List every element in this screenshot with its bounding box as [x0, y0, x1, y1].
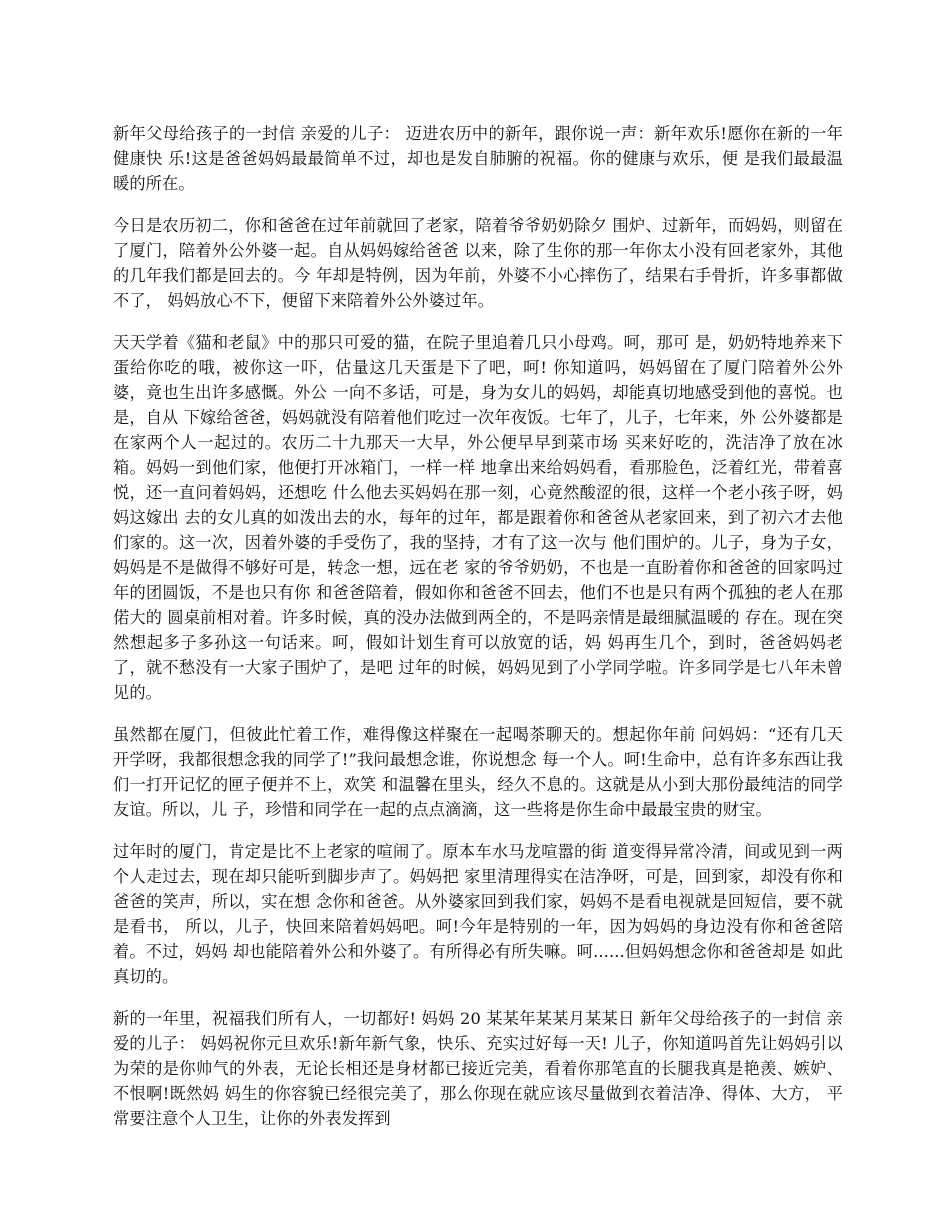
- paragraph-5: 过年时的厦门，肯定是比不上老家的喧闹了。原本车水马龙喧嚣的街 道变得异常冷清，间或见到一两个人走过去，现在却只能听到脚步声了。妈妈把 家里清理得实在洁净呀，可是，回到家，却没有你和爸爸的笑声，所以，实在想 念你和爸爸。从外婆家回到我们家，妈妈不是看电视就是回短信，要不就是看书， 所以，儿子，快回来陪着妈妈吧。呵!今年是特别的一年，因为妈妈的身边没有你和爸爸陪着。不过，妈妈 却也能陪着外公和外婆了。有所得必有所失嘛。呵......但妈妈想念你和爸爸却是 如此真切的。: [113, 842, 843, 986]
- paragraph-2: 今日是农历初二，你和爸爸在过年前就回了老家，陪着爷爷奶奶除夕 围炉、过新年，而妈妈，则留在了厦门，陪着外公外婆一起。自从妈妈嫁给爸爸 以来，除了生你的那一年你太小没有回老家外，其他的几年我们都是回去的。今 年却是特例，因为年前，外婆不小心摔伤了，结果右手骨折，许多事都做不了， 妈妈放心不下，便留下来陪着外公外婆过年。: [113, 216, 843, 310]
- letter-document: [113, 121, 843, 1148]
- paragraph-6: 新的一年里，祝福我们所有人，一切都好! 妈妈 20 某某年某某月某某日 新年父母给孩子的一封信 亲爱的儿子： 妈妈祝你元旦欢乐!新年新气象，快乐、充实过好每一天! 儿子，你知道吗首先让妈妈引以为荣的是你帅气的外表，无论长相还是身材都已接近完美，看着你那笔直的长腿我真是艳羡、嫉妒、不恨啊!既然妈 妈生的你容貌已经很完美了，那么你现在就应该尽量做到衣着洁净、得体、大方， 平常要注意个人卫生，让你的外表发挥到: [113, 1009, 843, 1128]
- paragraph-4: 虽然都在厦门，但彼此忙着工作，难得像这样聚在一起喝茶聊天的。想起你年前 问妈妈：“还有几天开学呀，我都很想念我的同学了!”我问最想念谁，你说想念 每一个人。呵!生命中，总有许多东西让我们一打开记忆的匣子便并不上，欢笑 和温馨在里头，经久不息的。这就是从小到大那份最纯洁的同学友谊。所以，儿 子，珍惜和同学在一起的点点滴滴，这一些将是你生命中最最宝贵的财宝。: [113, 725, 843, 819]
- paragraph-3: 天天学着《猫和老鼠》中的那只可爱的猫，在院子里追着几只小母鸡。呵，那可 是，奶奶特地养来下蛋给你吃的哦，被你这一吓，估量这几天蛋是下了吧，呵! 你知道吗，妈妈留在了厦门陪着外公外婆，竟也生出许多感慨。外公 一向不多话，可是，身为女儿的妈妈，却能真切地感受到他的喜悦。也是，自从 下嫁给爸爸，妈妈就没有陪着他们吃过一次年夜饭。七年了，儿子，七年来，外 公外婆都是在家两个人一起过的。农历二十九那天一大早，外公便早早到菜市场 买来好吃的，洗洁净了放在冰箱。妈妈一到他们家，他便打开冰箱门，一样一样 地拿出来给妈妈看，看那脸色，泛着红光，带着喜悦，还一直问着妈妈，还想吃 什么他去买妈妈在那一刻，心竟然酸涩的很，这样一个老小孩子呀，妈妈这嫁出 去的女儿真的如泼出去的水，每年的过年，都是跟着你和爸爸从老家回来，到了初六才去他们家的。这一次，因着外婆的手受伤了，我的坚持，才有了这一次与 他们围炉的。儿子，身为子女，妈妈是不是做得不够好可是，转念一想，远在老 家的爷爷奶奶，不也是一直盼着你和爸爸的回家吗过年的团圆饭，不是也只有你 和爸爸陪着，假如你和爸爸不回去，他们不也是只有两个孤独的老人在那偌大的 圆桌前相对着。许多时候，真的没办法做到两全的，不是吗亲情是最细腻温暖的 存在。现在突然想起多子多孙这一句话来。呵，假如计划生育可以放宽的话，妈 妈再生几个，到时，爸爸妈妈老了，就不愁没有一大家子围炉了，是吧 过年的时候，妈妈见到了小学同学啦。许多同学是七八年未曾见的。: [113, 333, 843, 702]
- paragraph-1: 新年父母给孩子的一封信 亲爱的儿子： 迈进农历中的新年，跟你说一声：新年欢乐!愿你在新的一年健康快 乐!这是爸爸妈妈最最简单不过，却也是发自肺腑的祝福。你的健康与欢乐，便 是我们最最温暖的所在。: [113, 124, 843, 193]
